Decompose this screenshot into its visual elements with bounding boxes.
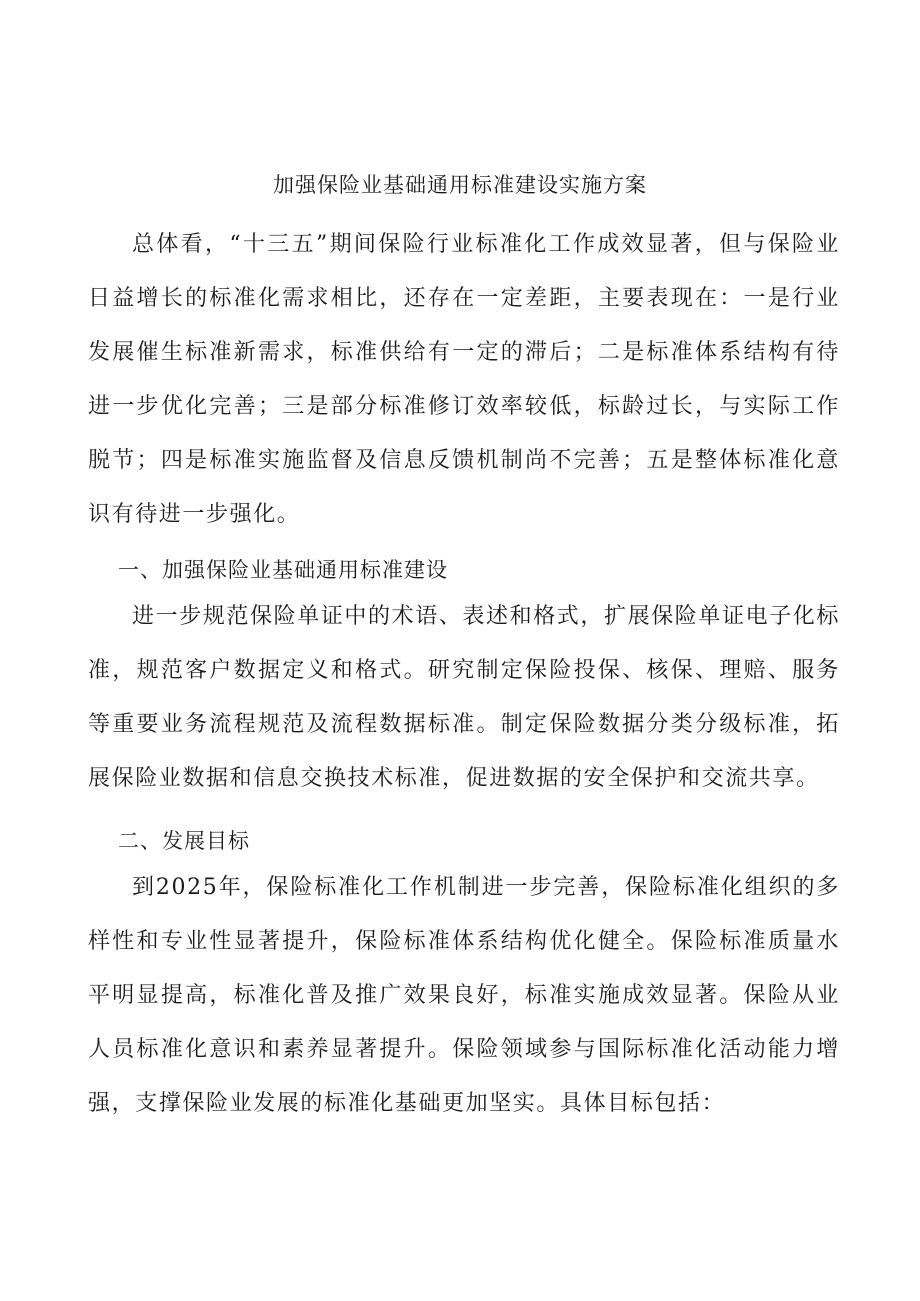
section-heading-1: 一、加强保险业基础通用标准建设 <box>118 558 448 582</box>
section-heading-2: 二、发展目标 <box>118 829 250 853</box>
document-title: 加强保险业基础通用标准建设实施方案 <box>273 173 647 197</box>
paragraph-standards: 进一步规范保险单证中的术语、表述和格式，扩展保险单证电子化标准，规范客户数据定义和格式。研究制定保险投保、核保、理赔、服务等重要业务流程规范及流程数据标准。制定保险数据分类分级标准，拓展保险业数据和信息交换技术标准，促进数据的安全保护和交流共享。 <box>88 604 841 791</box>
paragraph-overview: 总体看，“十三五”期间保险行业标准化工作成效显著，但与保险业日益增长的标准化需求相比，还存在一定差距，主要表现在：一是行业发展催生标准新需求，标准供给有一定的滞后；二是标准体系结构有待进一步优化完善；三是部分标准修订效率较低，标龄过长，与实际工作脱节；四是标准实施监督及信息反馈机制尚不完善；五是整体标准化意识有待进一步强化。 <box>88 232 840 527</box>
paragraph-goals: 到2025年，保险标准化工作机制进一步完善，保险标准化组织的多样性和专业性显著提升，保险标准体系结构优化健全。保险标准质量水平明显提高，标准化普及推广效果良好，标准实施成效显著。保险从业人员标准化意识和素养显著提升。保险领域参与国际标准化活动能力增强，支撑保险业发展的标准化基础更加坚实。具体目标包括： <box>88 875 840 1116</box>
